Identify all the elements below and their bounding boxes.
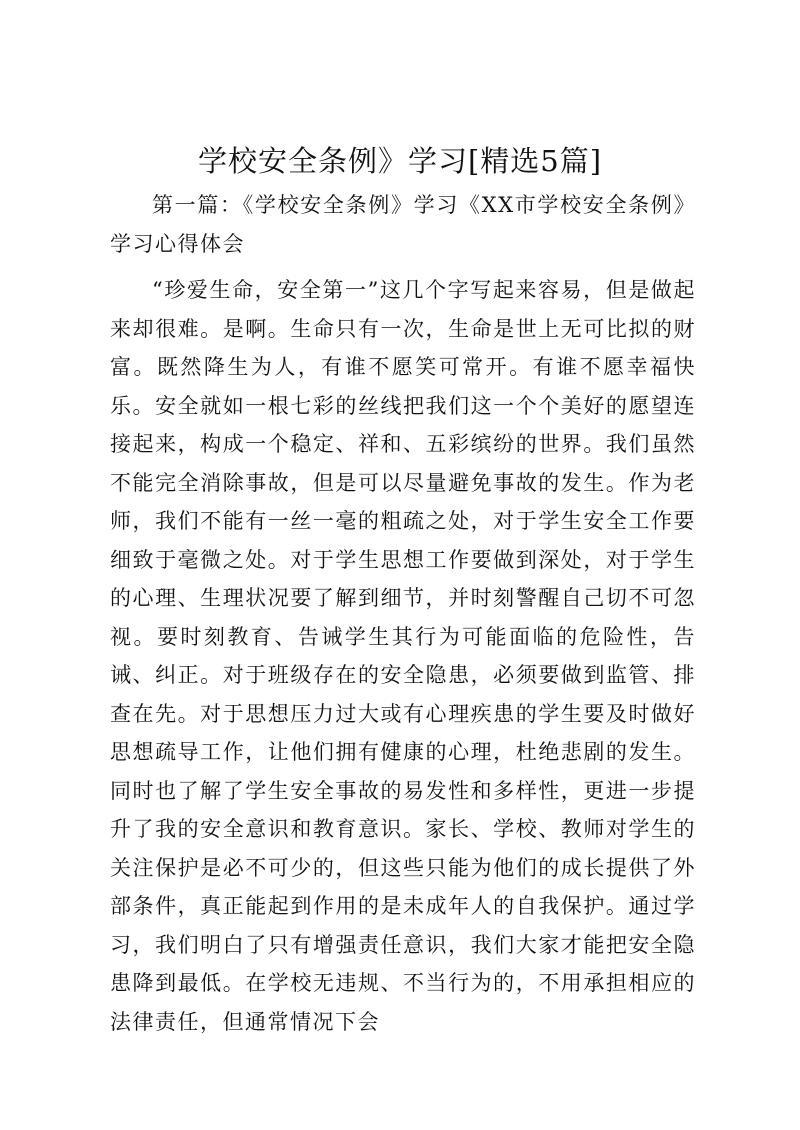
body-paragraph: “珍爱生命，安全第一”这几个字写起来容易，但是做起来却很难。是啊。生命只有一次，生命是世上无可比拟的财富。既然降生为人，有谁不愿笑可常开。有谁不愿幸福快乐。安全就如一根七彩的丝线把我们这一个个美好的愿望连接起来，构成一个稳定、祥和、五彩缤纷的世界。我们虽然不能完全消除事故，但是可以尽量避免事故的发生。作为老师，我们不能有一丝一毫的粗疏之处，对于学生安全工作要细致于毫微之处。对于学生思想工作要做到深处，对于学生的心理、生理状况要了解到细节，并时刻警醒自己切不可忽视。要时刻教育、告诫学生其行为可能面临的危险性，告诫、纠正。对于班级存在的安全隐患，必须要做到监管、排查在先。对于思想压力过大或有心理疾患的学生要及时做好思想疏导工作，让他们拥有健康的心理，杜绝悲剧的发生。同时也了解了学生安全事故的易发性和多样性，更进一步提升了我的安全意识和教育意识。家长、学校、教师对学生的关注保护是必不可少的，但这些只能为他们的成长提供了外部条件，真正能起到作用的是未成年人的自我保护。通过学习，我们明白了只有增强责任意识，我们大家才能把安全隐患降到最低。在学校无违规、不当行为的，不用承担相应的法律责任，但通常情况下会 — [110, 278, 696, 1034]
section-heading: 第一篇：《学校安全条例》学习《XX市学校安全条例》学习心得体会 — [110, 193, 696, 256]
document-title: 学校安全条例》学习[精选5篇] — [197, 144, 603, 178]
document-body — [110, 186, 696, 1041]
